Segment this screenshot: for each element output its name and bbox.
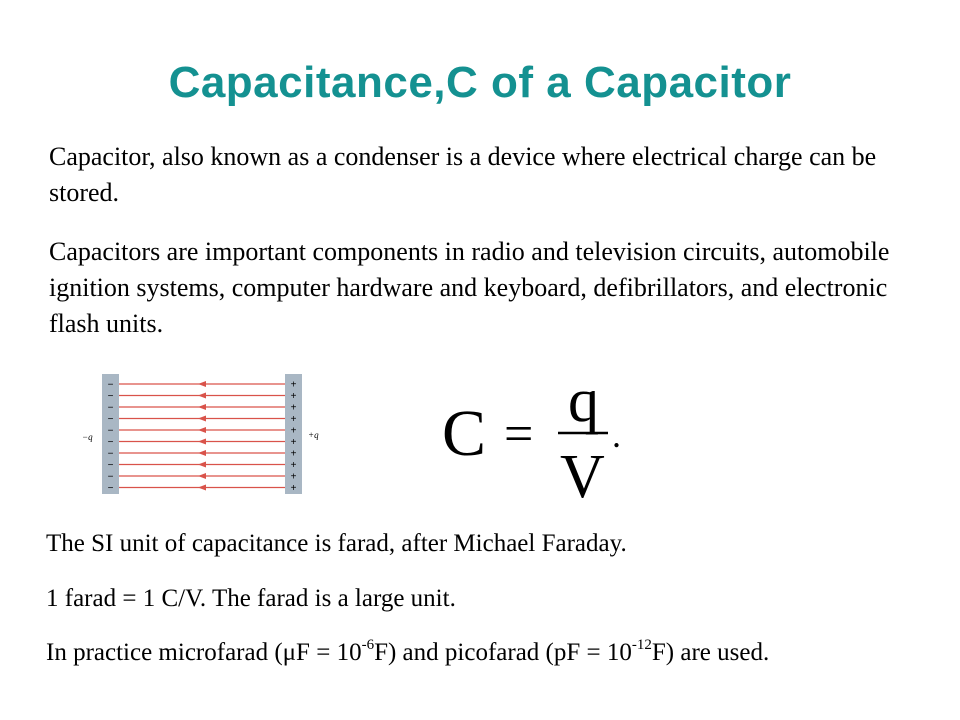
capacitor-plates-diagram <box>80 370 350 500</box>
positive-charge-sign: + <box>290 483 297 494</box>
positive-charge-sign: + <box>290 402 297 414</box>
micro-exponent: -6 <box>361 636 375 653</box>
field-arrowhead <box>198 439 206 445</box>
practice-units-line <box>46 636 926 669</box>
field-arrowhead <box>198 485 206 491</box>
negative-charge-sign: − <box>107 391 114 402</box>
field-arrowhead <box>198 427 206 433</box>
negative-charge-sign: − <box>107 414 114 425</box>
practice-text-a: In practice microfarad (μF = 10 <box>46 639 362 666</box>
positive-charge-sign: + <box>290 414 297 425</box>
formula-lhs: C <box>442 397 487 470</box>
practice-text-c: F) are used. <box>651 639 770 666</box>
positive-charge-sign: + <box>290 425 297 437</box>
formula-numerator: q <box>568 375 599 435</box>
field-arrowhead <box>198 473 206 479</box>
capacitance-formula <box>440 375 660 505</box>
field-arrowhead <box>198 416 206 422</box>
field-arrowhead <box>198 404 206 410</box>
formula-equals: = <box>504 406 534 463</box>
formula-period: . <box>612 415 621 455</box>
negative-charges <box>108 380 114 495</box>
negative-charge-sign: − <box>107 379 114 391</box>
practice-text-b: F) and picofarad (pF = 10 <box>374 639 632 666</box>
negative-charge-sign: − <box>107 448 114 460</box>
positive-charge-label: +q <box>308 430 319 440</box>
definition-paragraph: Capacitor, also known as a condenser is a device where electrical charge can be stored. <box>49 142 877 207</box>
si-unit-line: The SI unit of capacitance is farad, after Michael Faraday. <box>46 530 627 557</box>
slide-title: Capacitance,C of a Capacitor <box>168 58 792 107</box>
field-arrowhead <box>198 462 206 468</box>
applications-paragraph: Capacitors are important components in radio and television circuits, automobile ignition systems, computer hardware and keyboard, defibrillators, and electronic flash units. <box>49 237 890 338</box>
negative-charge-sign: − <box>107 425 114 437</box>
positive-charge-sign: + <box>290 448 297 460</box>
negative-charge-label: −q <box>82 432 93 442</box>
positive-charge-sign: + <box>290 379 297 391</box>
positive-charge-sign: + <box>290 437 297 448</box>
farad-definition-line: 1 farad = 1 C/V. The farad is a large unit. <box>46 585 456 612</box>
negative-charge-sign: − <box>107 437 114 448</box>
field-lines <box>119 381 285 491</box>
positive-charge-sign: + <box>290 460 297 471</box>
positive-charge-sign: + <box>290 391 297 402</box>
negative-charge-sign: − <box>107 483 114 494</box>
positive-charges <box>291 380 297 495</box>
field-arrowhead <box>198 393 206 399</box>
field-arrowhead <box>198 450 206 456</box>
pico-exponent: -12 <box>631 636 652 653</box>
negative-charge-sign: − <box>107 471 114 483</box>
negative-charge-sign: − <box>107 460 114 471</box>
field-arrowhead <box>198 381 206 387</box>
negative-charge-sign: − <box>107 402 114 414</box>
positive-charge-sign: + <box>290 471 297 483</box>
formula-denominator: V <box>560 443 605 505</box>
